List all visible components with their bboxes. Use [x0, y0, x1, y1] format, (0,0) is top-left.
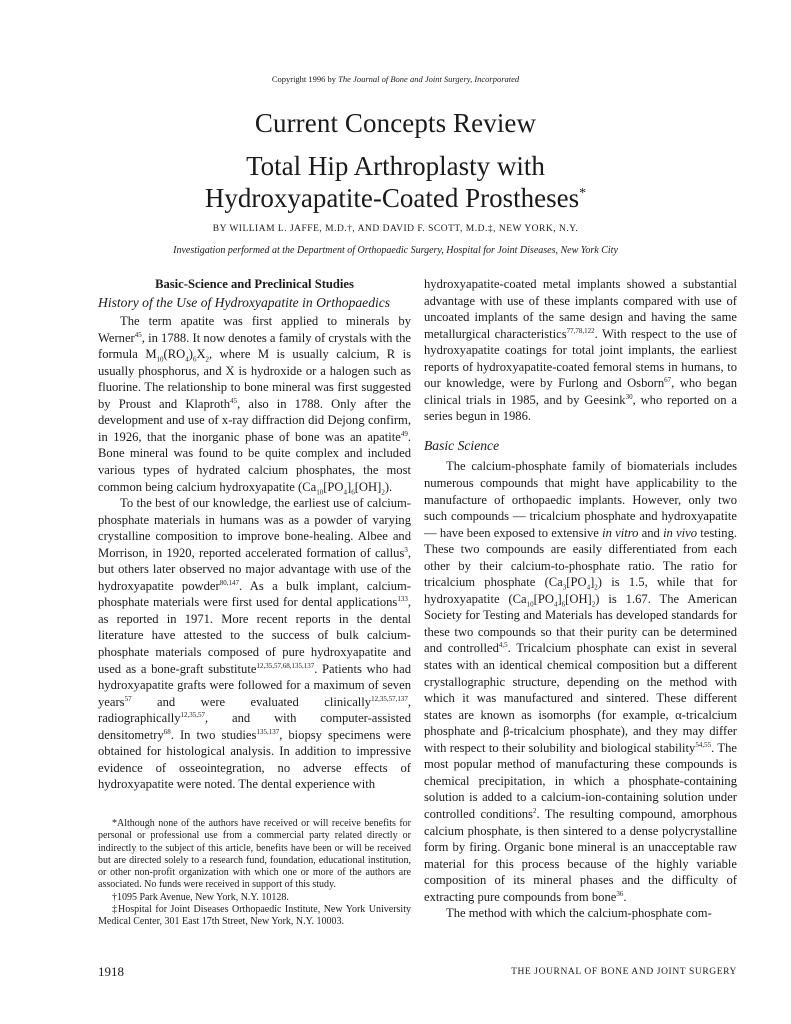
institution-line: Investigation performed at the Department of Orthopaedic Surgery, Hospital for Joint Diseases, New York City	[173, 245, 618, 256]
title-line-1: Total Hip Arthroplasty with	[246, 151, 545, 181]
page-number: 1918	[98, 964, 124, 979]
subheading-history: History of the Use of Hydroxyapatite in Orthopaedics	[98, 294, 391, 310]
footnotes	[98, 818, 411, 929]
left-column	[98, 276, 411, 793]
subheading-basic-science: Basic Science	[424, 437, 500, 453]
footnote-disclosure: *Although none of the authors have received or will receive benefits for personal or professional use from a commercial party related directly or indirectly to the subject of this article, benefits have been or will be received but are directed solely to a research fund, foundation, educational institution, or other non-profit organization with which one or more of the authors are associated. No funds were received in support of this study.	[98, 818, 411, 891]
title-footnote-mark: *	[579, 186, 587, 201]
running-footer-journal: THE JOURNAL OF BONE AND JOINT SURGERY	[511, 967, 737, 977]
section-heading: Basic-Science and Preclinical Studies	[155, 277, 354, 291]
right-column	[424, 276, 737, 922]
footnote-author-2-address: ‡Hospital for Joint Diseases Orthopaedic Institute, New York University Medical Center, 301 East 17th Street, New York, N.Y. 10003.	[98, 904, 411, 928]
copyright-prefix: Copyright 1996 by	[271, 74, 339, 84]
paragraph-history-3: hydroxyapatite-coated metal implants showed a substantial advantage with use of these implants compared with use of uncoated implants of the same design and having the same metallurgical characteristics$^{77,78,122}$. With respect to the use of hydroxyapatite coatings for total joint implants, the earliest reports of hydroxyapatite-coated femoral stems in humans, to our knowledge, were by Furlong and Osborn$^{67}$, who began clinical trials in 1985, and by Geesink$^{30}$, who reported on a series begun in 1986.	[424, 277, 737, 424]
series-title: Current Concepts Review	[254, 108, 537, 138]
copyright-line	[0, 74, 791, 84]
footnote-author-1-address: †1095 Park Avenue, New York, N.Y. 10128.	[112, 891, 289, 903]
title-line-2-text: Hydroxyapatite-Coated Prostheses	[204, 183, 580, 213]
paragraph-basic-science-2: The method with which the calcium-phosphate com-	[446, 906, 712, 921]
article-title	[0, 150, 791, 214]
copyright-journal: The Journal of Bone and Joint Surgery, Incorporated	[338, 74, 520, 84]
paragraph-history-1: The term apatite was first applied to minerals by Werner$^{45}$, in 1788. It now denotes a family of crystals with the formula $M_{10}(RO_4)_6X_2$, where M is usually calcium, R is usually phosphorus, and X is hydroxide or a halogen such as fluorine. The relationship to bone mineral was first suggested by Proust and Klaproth$^{45}$, also in 1788. Only after the development and use of x-ray diffraction did Dejong confirm, in 1926, that the inorganic phase of bone was an apatite$^{49}$. Bone mineral was found to be quite complex and included various types of hydrated calcium phosphates, the most common being calcium hydroxyapatite $(Ca_{10}[PO_4]_6[OH]_2)$.	[98, 314, 411, 497]
title-line-2	[0, 182, 791, 214]
paragraph-history-2: To the best of our knowledge, the earliest use of calcium-phosphate materials in humans was as a powder of varying crystalline composition to improve bone-healing. Albee and Morrison, in 1920, reported accelerated formation of callus$^3$, but others later observed no major advantage with use of the hydroxyapatite powder$^{80,147}$. As a bulk implant, calcium-phosphate materials were first used for dental applications$^{133}$, as reported in 1971. More recent reports in the dental literature have attested to the success of bulk calcium-phosphate materials composed of pure hydroxyapatite and used as a bone-graft substitute$^{12,35,57,68,135,137}$. Patients who had hydroxyapatite grafts were followed for a maximum of seven years$^{57}$ and were evaluated clinically$^{12,35,57,137}$, radiographically$^{12,35,57}$, and with computer-assisted densitometry$^{68}$. In two studies$^{135,137}$, biopsy specimens were obtained for histological analysis. In addition to impressive evidence of osseointegration, no adverse effects of hydroxyapatite were noted. The dental experience with	[98, 496, 411, 792]
paragraph-basic-science-1: The calcium-phosphate family of biomaterials includes numerous compounds that might have applicability to the manufacture of orthopaedic implants. However, only two such compounds — tricalcium phosphate and hydroxyapatite — have been exposed to extensive in vitro and in vivo testing. These two compounds are easily differentiated from each other by their calcium-to-phosphate ratio. The ratio for tricalcium phosphate $(Ca_3[PO_4]_2)$ is 1.5, while that for hydroxyapatite $(Ca_{10}[PO_4]_6[OH]_2)$ is 1.67. The American Society for Testing and Materials has developed standards for these two compounds so that their purity can be determined and controlled$^{4,5}$. Tricalcium phosphate can exist in several states with an identical chemical composition but a different crystallographic structure, depending on the method with which it was manufactured and sintered. These different states are known as isomorphs (for example, α-tricalcium phosphate and β-tricalcium phosphate), and they may differ with respect to their solubility and biological stability$^{54,55}$. The most popular method of manufacturing these compounds is chemical precipitation, in which a phosphate-containing solution is added to a calcium-ion-containing solution under controlled conditions$^2$. The resulting compound, amorphous calcium phosphate, is then sintered to a dense polycrystalline form by firing. Organic bone mineral is an unacceptable raw material for this process because of the highly variable composition of its mineral phases and the difficulty of extracting pure compounds from bone$^{36}$.	[424, 459, 738, 904]
author-line: BY WILLIAM L. JAFFE, M.D.†, AND DAVID F. SCOTT, M.D.‡, NEW YORK, N.Y.	[212, 224, 579, 234]
